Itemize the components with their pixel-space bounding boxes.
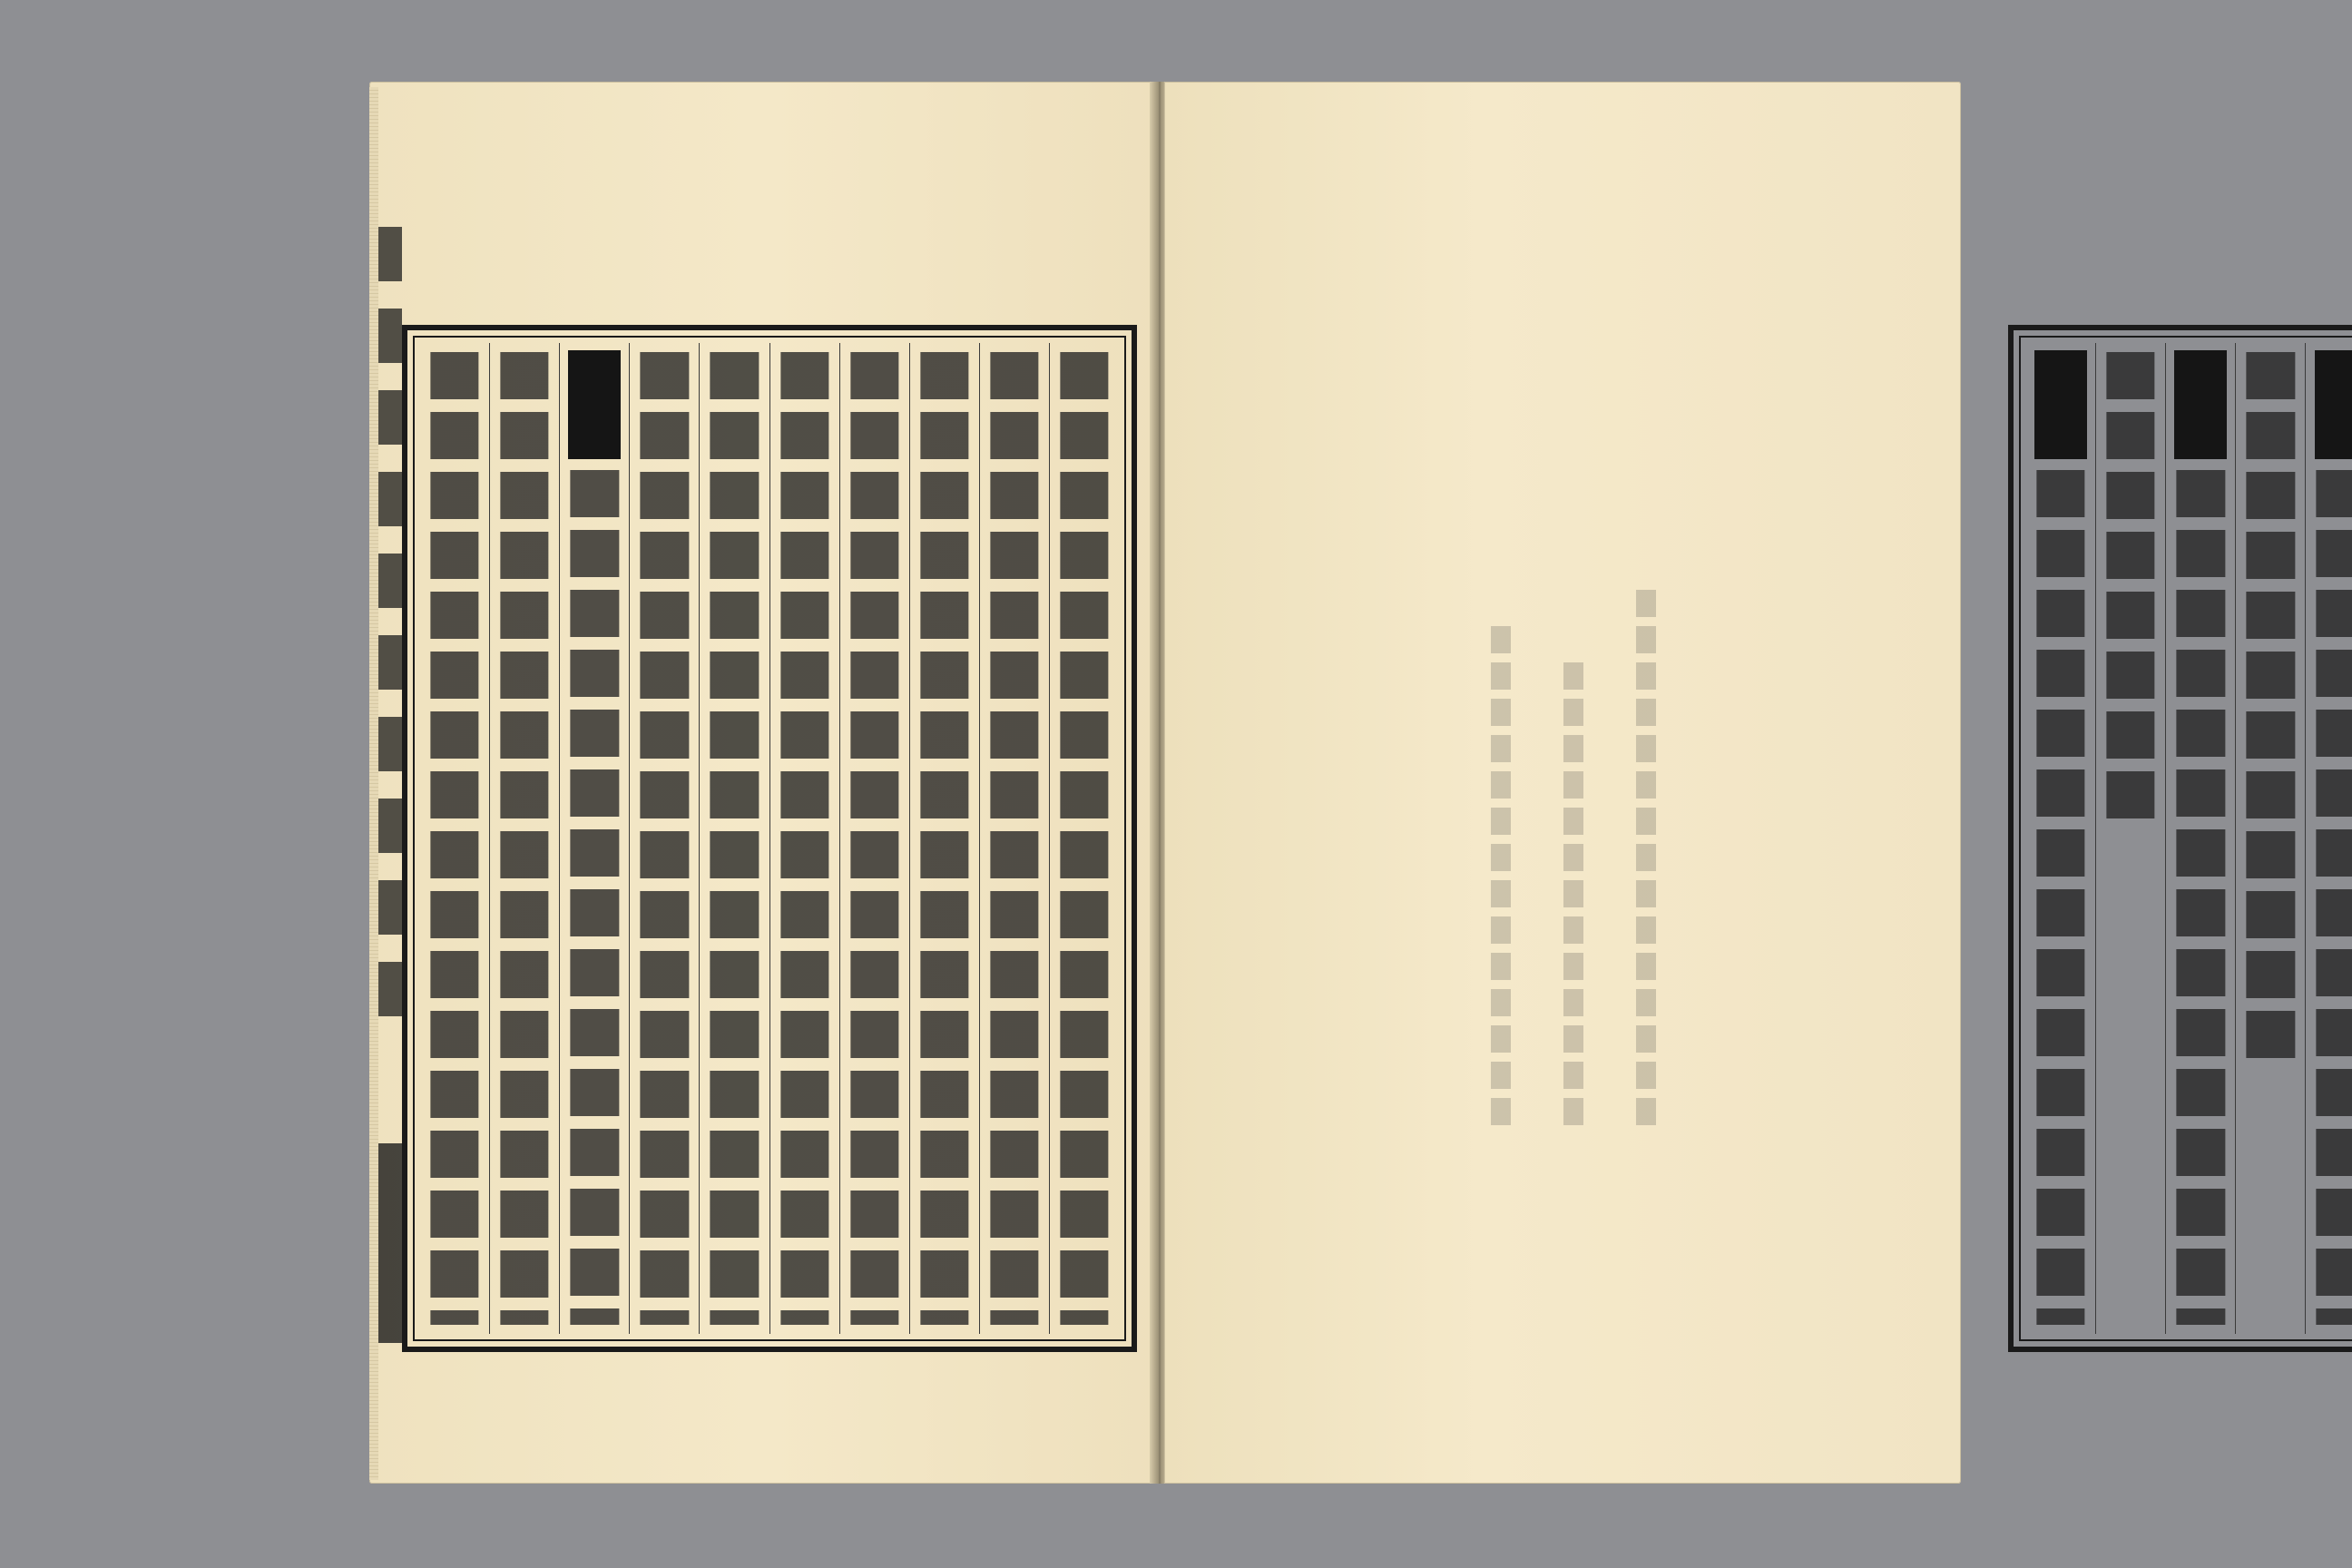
text-column — [1049, 343, 1119, 1334]
text-column — [420, 343, 489, 1334]
text-column — [559, 343, 629, 1334]
text-column — [909, 343, 979, 1334]
text-column — [839, 343, 909, 1334]
left-page — [369, 82, 1157, 1484]
right-page — [1164, 82, 1961, 1484]
page-edge — [369, 87, 378, 1480]
text-column — [629, 343, 699, 1334]
text-column — [2095, 343, 2165, 1334]
text-column — [769, 343, 839, 1334]
margin-title — [378, 227, 402, 1044]
text-column — [2026, 343, 2095, 1334]
text-column — [699, 343, 769, 1334]
text-column — [2305, 343, 2352, 1334]
show-through — [1563, 662, 1583, 1134]
show-through — [1636, 590, 1656, 1134]
open-book — [358, 82, 1969, 1488]
margin-page-number — [378, 1143, 402, 1343]
text-column — [489, 343, 559, 1334]
show-through — [1491, 626, 1511, 1134]
text-frame — [2008, 325, 2352, 1352]
text-column — [2165, 343, 2235, 1334]
text-frame — [402, 325, 1137, 1352]
text-column — [979, 343, 1049, 1334]
text-column — [2235, 343, 2305, 1334]
